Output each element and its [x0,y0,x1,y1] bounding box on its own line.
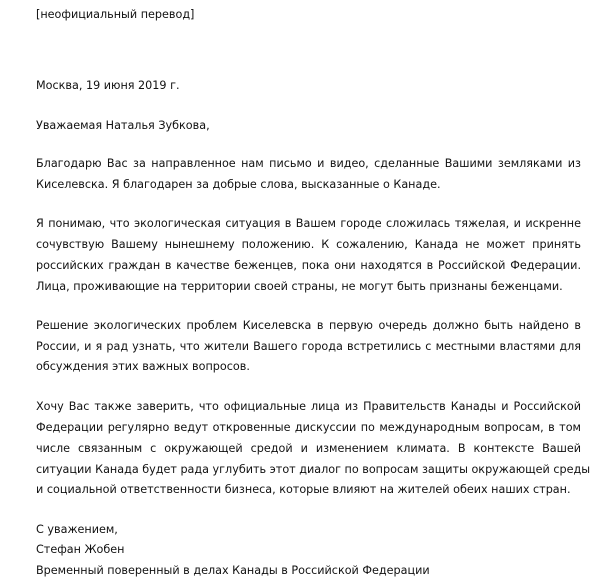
signer-title: Временный поверенный в делах Канады в Российской Федерации [36,564,430,577]
paragraph-4-line-5: и социальной ответственности бизнеса, которые влияют на жителей обеих наших стран. [36,483,571,496]
paragraph-4-line-2: Федерации регулярно ведут откровенные дискуссии по международным вопросам, в том [36,421,581,434]
place-date: Москва, 19 июня 2019 г. [36,79,180,92]
salutation: Уважаемая Наталья Зубкова, [36,119,210,132]
paragraph-2-line-4: Лица, проживающие на территории своей страны, не могут быть признаны беженцами. [36,280,563,293]
paragraph-1-line-2: Киселевска. Я благодарен за добрые слова, высказанные о Канаде. [36,178,441,191]
paragraph-3-line-1: Решение экологических проблем Киселевска в первую очередь должно быть найдено в [36,319,581,332]
paragraph-2-line-3: российских граждан в качестве беженцев, пока они находятся в Российской Федерации. [36,259,581,272]
paragraph-1-line-1: Благодарю Вас за направленное нам письмо и видео, сделанные Вашими земляками из [36,157,581,170]
signer-name: Стефан Жобен [36,543,125,556]
paragraph-3-line-3: обсуждения этих важных вопросов. [36,360,250,373]
paragraph-4-line-1: Хочу Вас также заверить, что официальные лица из Правительств Канады и Российской [36,400,581,413]
paragraph-3-line-2: России, и я рад узнать, что жители Вашего города встретились с местными властями для [36,340,581,353]
paragraph-2-line-2: сочувствую Вашему нынешнему положению. К сожалению, Канада не может принять [36,238,581,251]
paragraph-4-line-4: ситуации Канада будет рада углубить этот диалог по вопросам защиты окружающей среды [36,463,591,476]
translation-note: [неофициальный перевод] [36,8,195,21]
paragraph-4-line-3: числе связанным с окружающей средой и изменением климата. В контексте Вашей [36,442,581,455]
paragraph-2-line-1: Я понимаю, что экологическая ситуация в Вашем городе сложилась тяжелая, и искренне [36,217,581,230]
closing: С уважением, [36,523,118,536]
